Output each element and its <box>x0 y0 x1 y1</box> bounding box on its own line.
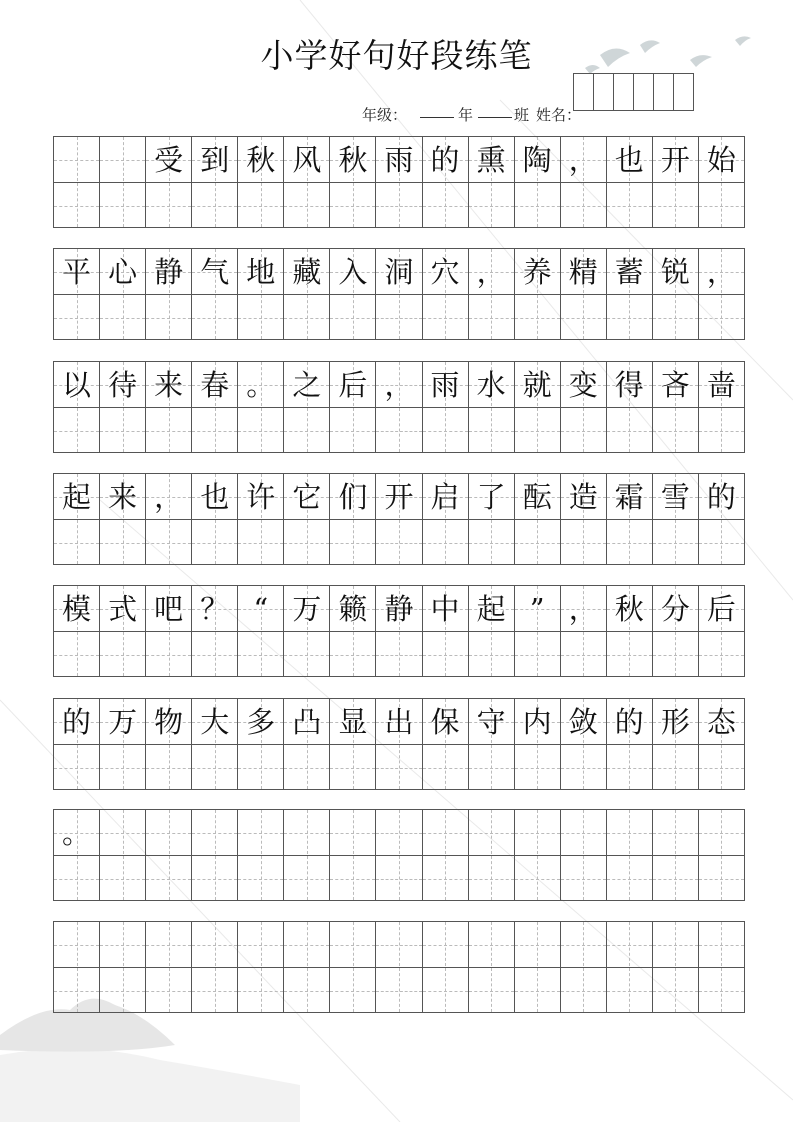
grid-char: 式 <box>108 592 138 626</box>
grid-char <box>100 137 145 183</box>
grid-char: 待 <box>108 368 138 402</box>
grid-cell[interactable] <box>54 249 99 339</box>
grid-cell[interactable] <box>698 586 744 676</box>
grid-char <box>653 810 698 856</box>
grid-char: 凸 <box>292 705 322 739</box>
grid-cell[interactable] <box>99 249 145 339</box>
grid-cell[interactable] <box>329 474 375 564</box>
grid-cell[interactable] <box>283 362 329 452</box>
grid-cell[interactable] <box>468 362 514 452</box>
grid-char: 万 <box>292 592 322 626</box>
grid-char: 内 <box>522 705 552 739</box>
grid-cell[interactable] <box>283 922 329 1012</box>
grid-row <box>53 585 745 677</box>
grid-cell[interactable] <box>468 137 514 227</box>
grid-cell[interactable] <box>468 699 514 789</box>
grid-char <box>238 922 283 968</box>
grid-char: 显 <box>338 705 368 739</box>
grid-cell[interactable] <box>54 699 99 789</box>
grid-cell[interactable] <box>237 362 283 452</box>
grid-cell[interactable] <box>54 922 99 1012</box>
grid-cell[interactable] <box>698 249 744 339</box>
grid-char: 的 <box>706 480 736 514</box>
grid-cell[interactable] <box>99 586 145 676</box>
grid-char: 敛 <box>568 705 598 739</box>
grid-char: 的 <box>614 705 644 739</box>
grid-char: 到 <box>200 143 230 177</box>
grid-char: 起 <box>476 592 506 626</box>
grid-char: 也 <box>200 480 230 514</box>
grid-cell[interactable] <box>191 249 237 339</box>
grid-cell[interactable] <box>54 474 99 564</box>
grid-char <box>561 922 606 968</box>
grid-cell[interactable] <box>560 810 606 900</box>
grid-char: 变 <box>568 368 598 402</box>
grid-char: 后 <box>338 368 368 402</box>
grid-char <box>100 922 145 968</box>
grid-cell[interactable] <box>145 586 191 676</box>
grid-cell[interactable] <box>468 922 514 1012</box>
grid-cell[interactable] <box>191 474 237 564</box>
grid-cell[interactable] <box>329 586 375 676</box>
grid-cell[interactable] <box>237 474 283 564</box>
grid-char: 造 <box>568 480 598 514</box>
grid-char: ， <box>706 255 736 289</box>
grid-char <box>469 810 514 856</box>
grid-char: 多 <box>246 705 276 739</box>
grid-char: 风 <box>292 143 322 177</box>
grid-char: 后 <box>706 592 736 626</box>
grid-cell[interactable] <box>560 474 606 564</box>
grid-char: 静 <box>384 592 414 626</box>
grid-cell[interactable] <box>329 922 375 1012</box>
grid-cell[interactable] <box>375 922 421 1012</box>
grid-cell[interactable] <box>375 362 421 452</box>
grid-cell[interactable] <box>54 137 99 227</box>
grid-char: 。 <box>62 816 92 850</box>
mountain-decoration <box>0 999 300 1122</box>
grid-cell[interactable] <box>514 922 560 1012</box>
grade-label: 年级： <box>362 106 408 124</box>
grid-char: 物 <box>154 705 184 739</box>
grid-cell[interactable] <box>468 810 514 900</box>
grid-char: 静 <box>154 255 184 289</box>
grid-char <box>284 922 329 968</box>
grid-char: 的 <box>62 705 92 739</box>
grid-cell[interactable] <box>652 362 698 452</box>
grid-char: 之 <box>292 368 322 402</box>
grid-char: 平 <box>62 255 92 289</box>
grid-char <box>376 810 421 856</box>
grid-cell[interactable] <box>514 362 560 452</box>
grid-cell[interactable] <box>191 586 237 676</box>
grid-char: ， <box>476 255 506 289</box>
grid-cell[interactable] <box>237 810 283 900</box>
grid-cell[interactable] <box>375 474 421 564</box>
grid-cell[interactable] <box>329 810 375 900</box>
grid-cell[interactable] <box>606 362 652 452</box>
grid-cell[interactable] <box>514 810 560 900</box>
grid-cell[interactable] <box>99 137 145 227</box>
grid-cell[interactable] <box>375 586 421 676</box>
grid-char: 蓄 <box>614 255 644 289</box>
grid-char: 以 <box>62 368 92 402</box>
grid-cell[interactable] <box>283 249 329 339</box>
grid-char: 模 <box>62 592 92 626</box>
grid-char: 受 <box>154 143 184 177</box>
grid-cell[interactable] <box>560 699 606 789</box>
grid-cell[interactable] <box>145 922 191 1012</box>
grid-cell[interactable] <box>698 474 744 564</box>
grid-char: 保 <box>430 705 460 739</box>
grid-char: ， <box>384 368 414 402</box>
grid-cell[interactable] <box>145 810 191 900</box>
grid-char: 春 <box>200 368 230 402</box>
grid-char: 守 <box>476 705 506 739</box>
grid-char: 藏 <box>292 255 322 289</box>
grid-char <box>54 137 99 183</box>
grid-cell[interactable] <box>283 474 329 564</box>
grid-char: 秋 <box>614 592 644 626</box>
grid-cell[interactable] <box>514 249 560 339</box>
name-box[interactable] <box>574 73 694 111</box>
grid-cell[interactable] <box>652 474 698 564</box>
grid-cell[interactable] <box>698 922 744 1012</box>
grid-char: 了 <box>476 480 506 514</box>
grid-cell[interactable] <box>514 586 560 676</box>
grid-cell[interactable] <box>237 922 283 1012</box>
grid-row <box>53 921 745 1013</box>
year-label: 年 <box>458 106 474 124</box>
grid-cell[interactable] <box>468 249 514 339</box>
grid-char: 霜 <box>614 480 644 514</box>
grid-char: 启 <box>430 480 460 514</box>
grid-char: 就 <box>522 368 552 402</box>
grid-cell[interactable] <box>652 137 698 227</box>
page-title: 小学好句好段练笔 <box>260 36 533 75</box>
grid-cell[interactable] <box>99 922 145 1012</box>
grid-cell[interactable] <box>145 249 191 339</box>
grid-cell[interactable] <box>99 474 145 564</box>
grid-cell[interactable] <box>606 810 652 900</box>
grid-cell[interactable] <box>329 249 375 339</box>
grid-cell[interactable] <box>422 137 468 227</box>
grid-char: 大 <box>200 705 230 739</box>
grid-cell[interactable] <box>283 810 329 900</box>
grid-char: 陶 <box>522 143 552 177</box>
grid-char <box>284 810 329 856</box>
grid-cell[interactable] <box>375 249 421 339</box>
grid-cell[interactable] <box>698 810 744 900</box>
grid-row <box>53 473 745 565</box>
grid-char: 入 <box>338 255 368 289</box>
grid-char: 它 <box>292 480 322 514</box>
grid-char: 养 <box>522 255 552 289</box>
grid-char <box>376 922 421 968</box>
grid-char: 始 <box>706 143 736 177</box>
grid-row <box>53 248 745 340</box>
grid-char: 出 <box>384 705 414 739</box>
grid-cell[interactable] <box>560 362 606 452</box>
grid-char: 来 <box>108 480 138 514</box>
grid-cell[interactable] <box>422 586 468 676</box>
grid-cell[interactable] <box>422 249 468 339</box>
class-label: 班 <box>514 106 530 124</box>
grid-char <box>515 922 560 968</box>
grid-char: 许 <box>246 480 276 514</box>
grid-char: 酝 <box>522 480 552 514</box>
grid-cell[interactable] <box>283 586 329 676</box>
grid-char: 心 <box>108 255 138 289</box>
grid-cell[interactable] <box>422 699 468 789</box>
grid-char: 穴 <box>430 255 460 289</box>
grid-cell[interactable] <box>145 474 191 564</box>
name-label: 姓名： <box>536 106 582 124</box>
grid-cell[interactable] <box>698 699 744 789</box>
grid-char: 籁 <box>338 592 368 626</box>
grid-char: 雨 <box>430 368 460 402</box>
grid-char: 气 <box>200 255 230 289</box>
grid-char <box>423 922 468 968</box>
grid-cell[interactable] <box>191 137 237 227</box>
grid-char: 啬 <box>706 368 736 402</box>
grid-cell[interactable] <box>145 137 191 227</box>
grid-cell[interactable] <box>329 362 375 452</box>
grid-char: 开 <box>660 143 690 177</box>
grid-char: ， <box>154 480 184 514</box>
grid-cell[interactable] <box>560 249 606 339</box>
grid-cell[interactable] <box>422 474 468 564</box>
grid-cell[interactable] <box>54 810 99 900</box>
grid-char: 雪 <box>660 480 690 514</box>
grid-char: 也 <box>614 143 644 177</box>
grid-char <box>146 922 191 968</box>
grid-cell[interactable] <box>191 810 237 900</box>
grid-cell[interactable] <box>606 474 652 564</box>
grid-cell[interactable] <box>468 474 514 564</box>
grid-char <box>330 810 375 856</box>
grid-cell[interactable] <box>560 586 606 676</box>
grid-char: 中 <box>430 592 460 626</box>
grid-char <box>653 922 698 968</box>
grid-cell[interactable] <box>54 362 99 452</box>
grid-char: 雨 <box>384 143 414 177</box>
grid-cell[interactable] <box>375 699 421 789</box>
grid-cell[interactable] <box>652 922 698 1012</box>
grid-cell[interactable] <box>606 586 652 676</box>
grid-char: 洞 <box>384 255 414 289</box>
grid-char <box>699 810 744 856</box>
grid-char <box>423 810 468 856</box>
grid-char: ？ <box>200 592 230 626</box>
grid-row <box>53 136 745 228</box>
grid-row <box>53 698 745 790</box>
grid-char: 水 <box>476 368 506 402</box>
grid-cell[interactable] <box>191 362 237 452</box>
grid-cell[interactable] <box>560 137 606 227</box>
grid-cell[interactable] <box>54 586 99 676</box>
grid-char: 态 <box>706 705 736 739</box>
grid-char: 分 <box>660 592 690 626</box>
grid-char: ” <box>529 592 545 626</box>
grid-char <box>146 810 191 856</box>
grid-char <box>607 810 652 856</box>
grid-char: 熏 <box>476 143 506 177</box>
grid-cell[interactable] <box>606 699 652 789</box>
grade-blank[interactable] <box>418 104 456 122</box>
grid-cell[interactable] <box>422 362 468 452</box>
grid-cell[interactable] <box>237 137 283 227</box>
grid-char: 秋 <box>246 143 276 177</box>
grid-char <box>515 810 560 856</box>
grid-cell[interactable] <box>237 586 283 676</box>
grid-char: 精 <box>568 255 598 289</box>
grid-cell[interactable] <box>652 699 698 789</box>
class-blank[interactable] <box>476 104 514 122</box>
grid-char: 锐 <box>660 255 690 289</box>
grid-row <box>53 361 745 453</box>
grid-cell[interactable] <box>698 137 744 227</box>
grid-cell[interactable] <box>191 699 237 789</box>
grid-char <box>469 922 514 968</box>
grid-char: 起 <box>62 480 92 514</box>
grid-cell[interactable] <box>514 699 560 789</box>
grid-char: 来 <box>154 368 184 402</box>
grid-char <box>54 922 99 968</box>
grid-char: 吝 <box>660 368 690 402</box>
grid-char <box>330 922 375 968</box>
grid-char <box>561 810 606 856</box>
grid-char <box>699 922 744 968</box>
grid-char: 形 <box>660 705 690 739</box>
grid-char: 开 <box>384 480 414 514</box>
grid-char: 得 <box>614 368 644 402</box>
grid-cell[interactable] <box>514 474 560 564</box>
grid-cell[interactable] <box>191 922 237 1012</box>
grid-cell[interactable] <box>329 137 375 227</box>
grid-cell[interactable] <box>514 137 560 227</box>
grid-cell[interactable] <box>329 699 375 789</box>
grid-char: ， <box>568 143 598 177</box>
grid-char: 秋 <box>338 143 368 177</box>
grid-char: “ <box>253 592 269 626</box>
grid-cell[interactable] <box>606 249 652 339</box>
grid-cell[interactable] <box>283 137 329 227</box>
grid-char: 。 <box>246 368 276 402</box>
grid-cell[interactable] <box>422 922 468 1012</box>
grid-char: 吧 <box>154 592 184 626</box>
grid-cell[interactable] <box>145 699 191 789</box>
grid-cell[interactable] <box>99 699 145 789</box>
grid-char <box>192 810 237 856</box>
grid-cell[interactable] <box>145 362 191 452</box>
grid-char: 们 <box>338 480 368 514</box>
grid-cell[interactable] <box>606 922 652 1012</box>
grid-cell[interactable] <box>237 699 283 789</box>
grid-char <box>238 810 283 856</box>
grid-cell[interactable] <box>652 810 698 900</box>
grid-char: ， <box>568 592 598 626</box>
grid-cell[interactable] <box>560 922 606 1012</box>
grid-cell[interactable] <box>99 362 145 452</box>
grid-cell[interactable] <box>99 810 145 900</box>
grid-cell[interactable] <box>422 810 468 900</box>
grid-char <box>192 922 237 968</box>
grid-char: 的 <box>430 143 460 177</box>
grid-cell[interactable] <box>606 137 652 227</box>
grid-cell[interactable] <box>698 362 744 452</box>
grid-cell[interactable] <box>652 249 698 339</box>
grid-char <box>100 810 145 856</box>
grid-cell[interactable] <box>283 699 329 789</box>
grid-char: 地 <box>246 255 276 289</box>
grid-cell[interactable] <box>652 586 698 676</box>
grid-cell[interactable] <box>375 810 421 900</box>
grid-char: 万 <box>108 705 138 739</box>
grid-cell[interactable] <box>468 586 514 676</box>
grid-char <box>607 922 652 968</box>
grid-row <box>53 809 745 901</box>
grid-cell[interactable] <box>375 137 421 227</box>
grid-cell[interactable] <box>237 249 283 339</box>
